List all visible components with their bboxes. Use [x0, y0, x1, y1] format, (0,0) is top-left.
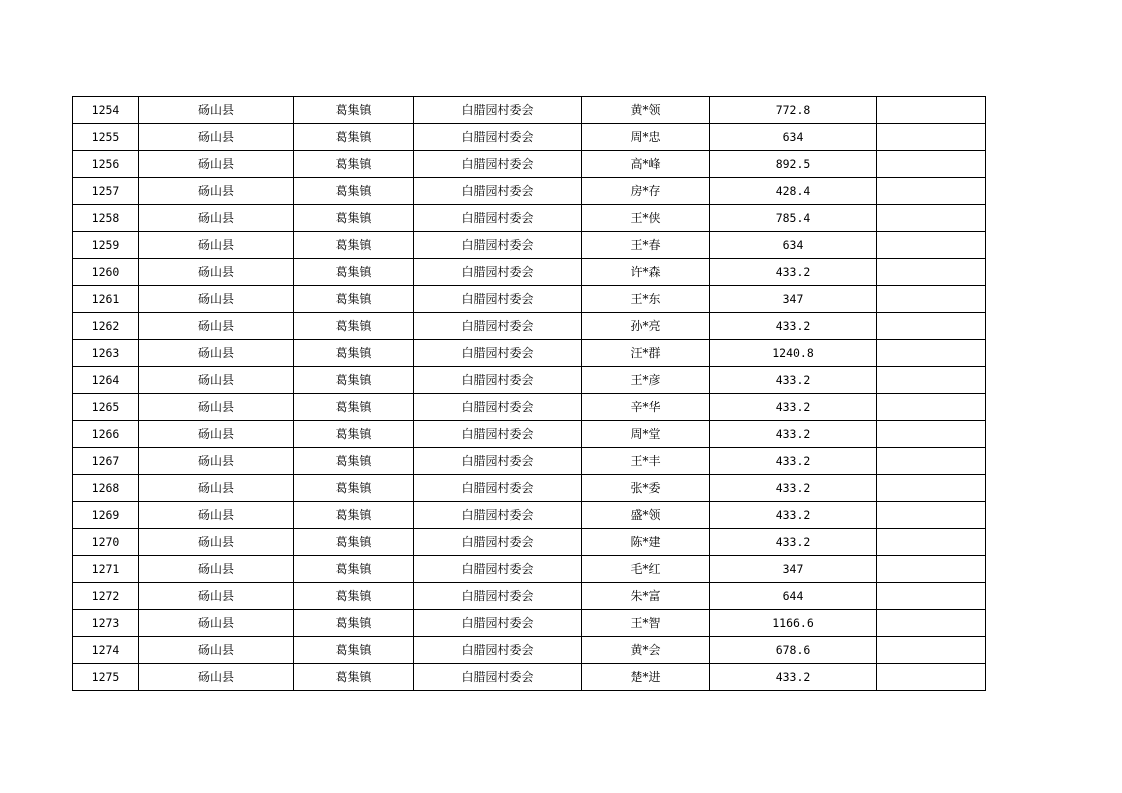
remark-cell: [877, 421, 986, 448]
table-row: [73, 448, 986, 475]
remark-cell: [877, 556, 986, 583]
table-row: [73, 259, 986, 286]
name-cell: 毛*红: [582, 556, 710, 583]
row-number-cell: 1257: [73, 178, 139, 205]
row-number-cell: 1259: [73, 232, 139, 259]
name-cell: 楚*进: [582, 664, 710, 691]
village-committee-cell: 白腊园村委会: [414, 205, 582, 232]
town-cell: 葛集镇: [294, 475, 414, 502]
row-number-cell: 1261: [73, 286, 139, 313]
amount-cell: 634: [710, 232, 877, 259]
table-row: [73, 556, 986, 583]
name-cell: 王*彦: [582, 367, 710, 394]
row-number-cell: 1271: [73, 556, 139, 583]
town-cell: 葛集镇: [294, 313, 414, 340]
table-row: [73, 286, 986, 313]
name-cell: 陈*建: [582, 529, 710, 556]
amount-cell: 785.4: [710, 205, 877, 232]
row-number-cell: 1273: [73, 610, 139, 637]
name-cell: 周*忠: [582, 124, 710, 151]
remark-cell: [877, 151, 986, 178]
row-number-cell: 1263: [73, 340, 139, 367]
town-cell: 葛集镇: [294, 340, 414, 367]
village-committee-cell: 白腊园村委会: [414, 502, 582, 529]
table-row: [73, 313, 986, 340]
village-committee-cell: 白腊园村委会: [414, 259, 582, 286]
remark-cell: [877, 448, 986, 475]
amount-cell: 772.8: [710, 97, 877, 124]
village-committee-cell: 白腊园村委会: [414, 583, 582, 610]
village-committee-cell: 白腊园村委会: [414, 151, 582, 178]
town-cell: 葛集镇: [294, 232, 414, 259]
village-committee-cell: 白腊园村委会: [414, 421, 582, 448]
table-row: [73, 178, 986, 205]
name-cell: 房*存: [582, 178, 710, 205]
village-committee-cell: 白腊园村委会: [414, 637, 582, 664]
amount-cell: 644: [710, 583, 877, 610]
row-number-cell: 1255: [73, 124, 139, 151]
remark-cell: [877, 286, 986, 313]
name-cell: 高*峰: [582, 151, 710, 178]
village-committee-cell: 白腊园村委会: [414, 664, 582, 691]
row-number-cell: 1270: [73, 529, 139, 556]
amount-cell: 347: [710, 556, 877, 583]
data-table: [72, 96, 986, 691]
remark-cell: [877, 637, 986, 664]
table-row: [73, 124, 986, 151]
town-cell: 葛集镇: [294, 394, 414, 421]
table-row: [73, 664, 986, 691]
town-cell: 葛集镇: [294, 124, 414, 151]
remark-cell: [877, 97, 986, 124]
amount-cell: 433.2: [710, 448, 877, 475]
county-cell: 砀山县: [139, 556, 294, 583]
county-cell: 砀山县: [139, 637, 294, 664]
row-number-cell: 1275: [73, 664, 139, 691]
row-number-cell: 1256: [73, 151, 139, 178]
name-cell: 张*委: [582, 475, 710, 502]
town-cell: 葛集镇: [294, 556, 414, 583]
table-row: [73, 340, 986, 367]
town-cell: 葛集镇: [294, 610, 414, 637]
remark-cell: [877, 367, 986, 394]
amount-cell: 892.5: [710, 151, 877, 178]
amount-cell: 678.6: [710, 637, 877, 664]
row-number-cell: 1268: [73, 475, 139, 502]
table-row: [73, 637, 986, 664]
town-cell: 葛集镇: [294, 259, 414, 286]
county-cell: 砀山县: [139, 610, 294, 637]
table-row: [73, 151, 986, 178]
table-row: [73, 475, 986, 502]
remark-cell: [877, 664, 986, 691]
row-number-cell: 1272: [73, 583, 139, 610]
table-row: [73, 97, 986, 124]
row-number-cell: 1269: [73, 502, 139, 529]
amount-cell: 433.2: [710, 259, 877, 286]
remark-cell: [877, 610, 986, 637]
remark-cell: [877, 502, 986, 529]
county-cell: 砀山县: [139, 394, 294, 421]
village-committee-cell: 白腊园村委会: [414, 556, 582, 583]
town-cell: 葛集镇: [294, 637, 414, 664]
amount-cell: 433.2: [710, 421, 877, 448]
row-number-cell: 1260: [73, 259, 139, 286]
row-number-cell: 1265: [73, 394, 139, 421]
amount-cell: 433.2: [710, 502, 877, 529]
name-cell: 盛*领: [582, 502, 710, 529]
town-cell: 葛集镇: [294, 151, 414, 178]
village-committee-cell: 白腊园村委会: [414, 394, 582, 421]
town-cell: 葛集镇: [294, 529, 414, 556]
county-cell: 砀山县: [139, 178, 294, 205]
village-committee-cell: 白腊园村委会: [414, 97, 582, 124]
county-cell: 砀山县: [139, 286, 294, 313]
remark-cell: [877, 475, 986, 502]
amount-cell: 1240.8: [710, 340, 877, 367]
village-committee-cell: 白腊园村委会: [414, 448, 582, 475]
row-number-cell: 1258: [73, 205, 139, 232]
table-row: [73, 529, 986, 556]
remark-cell: [877, 178, 986, 205]
amount-cell: 433.2: [710, 475, 877, 502]
county-cell: 砀山县: [139, 367, 294, 394]
county-cell: 砀山县: [139, 97, 294, 124]
remark-cell: [877, 340, 986, 367]
village-committee-cell: 白腊园村委会: [414, 475, 582, 502]
town-cell: 葛集镇: [294, 178, 414, 205]
village-committee-cell: 白腊园村委会: [414, 610, 582, 637]
county-cell: 砀山县: [139, 664, 294, 691]
remark-cell: [877, 313, 986, 340]
amount-cell: 433.2: [710, 394, 877, 421]
table-body: [73, 97, 986, 691]
row-number-cell: 1254: [73, 97, 139, 124]
village-committee-cell: 白腊园村委会: [414, 124, 582, 151]
table-row: [73, 394, 986, 421]
remark-cell: [877, 394, 986, 421]
town-cell: 葛集镇: [294, 286, 414, 313]
county-cell: 砀山县: [139, 340, 294, 367]
name-cell: 朱*富: [582, 583, 710, 610]
row-number-cell: 1267: [73, 448, 139, 475]
county-cell: 砀山县: [139, 475, 294, 502]
name-cell: 王*东: [582, 286, 710, 313]
amount-cell: 347: [710, 286, 877, 313]
amount-cell: 433.2: [710, 529, 877, 556]
amount-cell: 433.2: [710, 313, 877, 340]
name-cell: 孙*亮: [582, 313, 710, 340]
name-cell: 黄*会: [582, 637, 710, 664]
row-number-cell: 1266: [73, 421, 139, 448]
remark-cell: [877, 232, 986, 259]
village-committee-cell: 白腊园村委会: [414, 178, 582, 205]
table-row: [73, 610, 986, 637]
table-row: [73, 502, 986, 529]
table-row: [73, 205, 986, 232]
amount-cell: 428.4: [710, 178, 877, 205]
name-cell: 周*堂: [582, 421, 710, 448]
table-row: [73, 421, 986, 448]
name-cell: 黄*领: [582, 97, 710, 124]
village-committee-cell: 白腊园村委会: [414, 232, 582, 259]
amount-cell: 1166.6: [710, 610, 877, 637]
name-cell: 王*丰: [582, 448, 710, 475]
county-cell: 砀山县: [139, 502, 294, 529]
town-cell: 葛集镇: [294, 502, 414, 529]
county-cell: 砀山县: [139, 313, 294, 340]
remark-cell: [877, 529, 986, 556]
name-cell: 王*侠: [582, 205, 710, 232]
town-cell: 葛集镇: [294, 664, 414, 691]
county-cell: 砀山县: [139, 583, 294, 610]
table-row: [73, 232, 986, 259]
amount-cell: 433.2: [710, 664, 877, 691]
name-cell: 许*森: [582, 259, 710, 286]
town-cell: 葛集镇: [294, 583, 414, 610]
town-cell: 葛集镇: [294, 205, 414, 232]
remark-cell: [877, 205, 986, 232]
county-cell: 砀山县: [139, 232, 294, 259]
county-cell: 砀山县: [139, 151, 294, 178]
name-cell: 汪*群: [582, 340, 710, 367]
village-committee-cell: 白腊园村委会: [414, 367, 582, 394]
name-cell: 辛*华: [582, 394, 710, 421]
name-cell: 王*智: [582, 610, 710, 637]
amount-cell: 433.2: [710, 367, 877, 394]
remark-cell: [877, 583, 986, 610]
amount-cell: 634: [710, 124, 877, 151]
county-cell: 砀山县: [139, 421, 294, 448]
village-committee-cell: 白腊园村委会: [414, 340, 582, 367]
row-number-cell: 1264: [73, 367, 139, 394]
village-committee-cell: 白腊园村委会: [414, 529, 582, 556]
county-cell: 砀山县: [139, 259, 294, 286]
town-cell: 葛集镇: [294, 421, 414, 448]
town-cell: 葛集镇: [294, 367, 414, 394]
row-number-cell: 1274: [73, 637, 139, 664]
county-cell: 砀山县: [139, 529, 294, 556]
village-committee-cell: 白腊园村委会: [414, 286, 582, 313]
row-number-cell: 1262: [73, 313, 139, 340]
table-row: [73, 367, 986, 394]
table-row: [73, 583, 986, 610]
town-cell: 葛集镇: [294, 97, 414, 124]
remark-cell: [877, 259, 986, 286]
county-cell: 砀山县: [139, 124, 294, 151]
county-cell: 砀山县: [139, 448, 294, 475]
county-cell: 砀山县: [139, 205, 294, 232]
town-cell: 葛集镇: [294, 448, 414, 475]
name-cell: 王*春: [582, 232, 710, 259]
village-committee-cell: 白腊园村委会: [414, 313, 582, 340]
remark-cell: [877, 124, 986, 151]
